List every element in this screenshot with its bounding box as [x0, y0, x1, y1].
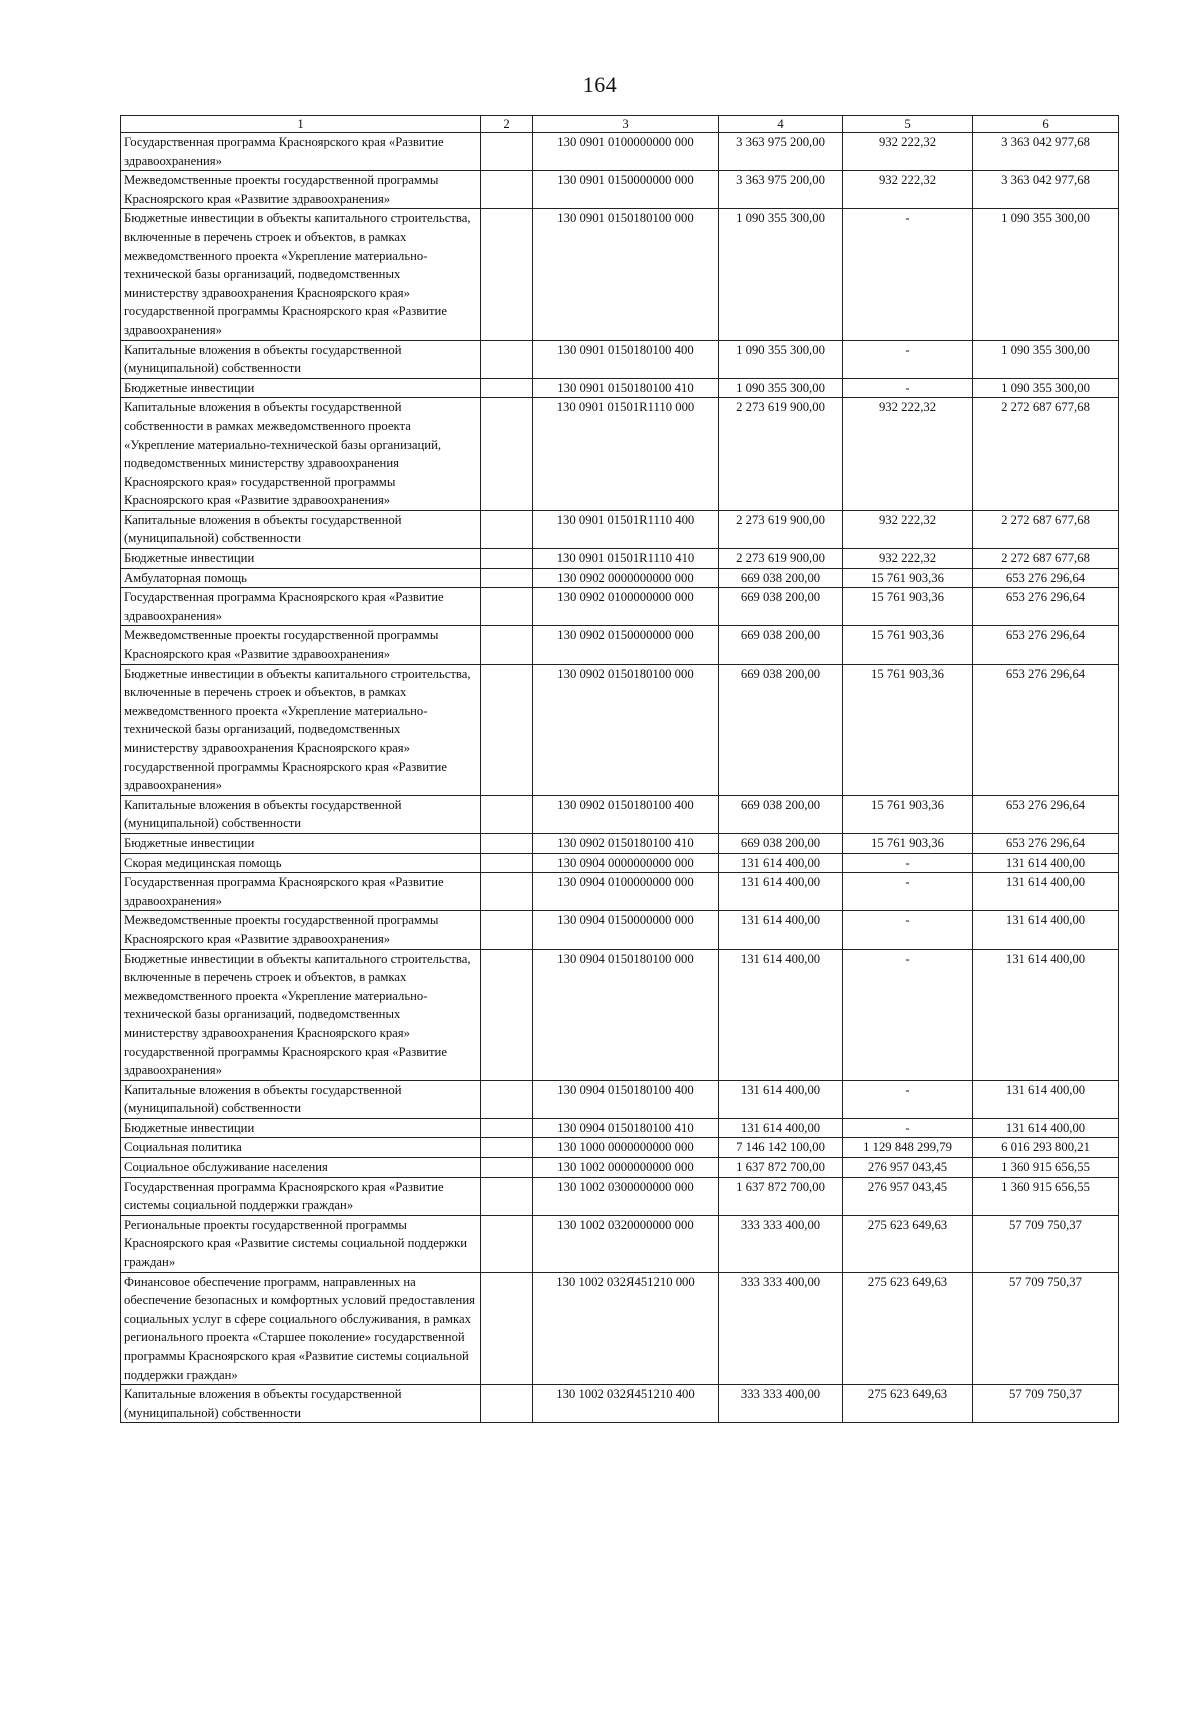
row-code: 130 1000 0000000000 000	[533, 1138, 719, 1158]
row-value-col5: 15 761 903,36	[843, 588, 973, 626]
row-value-col4: 131 614 400,00	[719, 911, 843, 949]
table-row	[121, 1080, 1119, 1118]
row-description: Межведомственные проекты государственной программы Красноярского края «Развитие здравоохранения»	[121, 626, 481, 664]
row-col2	[481, 833, 533, 853]
row-code: 130 1002 0320000000 000	[533, 1215, 719, 1272]
table-row	[121, 549, 1119, 569]
row-value-col4: 333 333 400,00	[719, 1272, 843, 1385]
row-value-col4: 2 273 619 900,00	[719, 549, 843, 569]
row-description: Бюджетные инвестиции в объекты капитального строительства, включенные в перечень строек и объектов, в рамках межведомственного проекта «Укрепление материально-технической базы организаций, подведомственных министерству здравоохранения Красноярского края» государственной программы Красноярского края «Развитие здравоохранения»	[121, 949, 481, 1080]
table-row	[121, 1158, 1119, 1178]
row-value-col4: 131 614 400,00	[719, 949, 843, 1080]
row-value-col5: 276 957 043,45	[843, 1177, 973, 1215]
table-row	[121, 626, 1119, 664]
table-row	[121, 911, 1119, 949]
row-value-col5: 275 623 649,63	[843, 1385, 973, 1423]
row-value-col6: 2 272 687 677,68	[973, 549, 1119, 569]
row-value-col4: 669 038 200,00	[719, 568, 843, 588]
table-row	[121, 949, 1119, 1080]
row-value-col5: -	[843, 1118, 973, 1138]
row-code: 130 0901 01501R1110 400	[533, 510, 719, 548]
row-code: 130 0902 0150180100 000	[533, 664, 719, 795]
row-col2	[481, 378, 533, 398]
table-row	[121, 510, 1119, 548]
row-value-col5: 932 222,32	[843, 510, 973, 548]
row-description: Государственная программа Красноярского края «Развитие здравоохранения»	[121, 133, 481, 171]
column-header: 5	[843, 116, 973, 133]
table-row	[121, 171, 1119, 209]
row-value-col5: 15 761 903,36	[843, 795, 973, 833]
row-value-col4: 669 038 200,00	[719, 588, 843, 626]
row-value-col6: 1 090 355 300,00	[973, 340, 1119, 378]
table-header-row	[121, 116, 1119, 133]
column-header: 3	[533, 116, 719, 133]
row-value-col6: 1 090 355 300,00	[973, 378, 1119, 398]
row-col2	[481, 1177, 533, 1215]
row-value-col6: 131 614 400,00	[973, 1118, 1119, 1138]
row-description: Бюджетные инвестиции	[121, 549, 481, 569]
row-value-col4: 1 090 355 300,00	[719, 340, 843, 378]
row-value-col4: 669 038 200,00	[719, 626, 843, 664]
row-code: 130 1002 0300000000 000	[533, 1177, 719, 1215]
row-value-col6: 131 614 400,00	[973, 911, 1119, 949]
row-code: 130 0901 0150180100 410	[533, 378, 719, 398]
row-value-col5: 1 129 848 299,79	[843, 1138, 973, 1158]
column-header: 2	[481, 116, 533, 133]
table-row	[121, 340, 1119, 378]
row-value-col6: 57 709 750,37	[973, 1215, 1119, 1272]
row-value-col6: 2 272 687 677,68	[973, 398, 1119, 511]
row-col2	[481, 1158, 533, 1178]
row-value-col6: 653 276 296,64	[973, 568, 1119, 588]
row-code: 130 0902 0000000000 000	[533, 568, 719, 588]
table-row	[121, 664, 1119, 795]
row-value-col5: 932 222,32	[843, 549, 973, 569]
row-description: Капитальные вложения в объекты государственной (муниципальной) собственности	[121, 510, 481, 548]
row-value-col5: -	[843, 853, 973, 873]
row-value-col4: 669 038 200,00	[719, 795, 843, 833]
table-row	[121, 1272, 1119, 1385]
row-description: Социальное обслуживание населения	[121, 1158, 481, 1178]
row-description: Бюджетные инвестиции в объекты капитального строительства, включенные в перечень строек и объектов, в рамках межведомственного проекта «Укрепление материально-технической базы организаций, подведомственных министерству здравоохранения Красноярского края» государственной программы Красноярского края «Развитие здравоохранения»	[121, 209, 481, 340]
row-value-col5: -	[843, 949, 973, 1080]
row-code: 130 0901 01501R1110 000	[533, 398, 719, 511]
row-value-col4: 131 614 400,00	[719, 1118, 843, 1138]
row-value-col5: 15 761 903,36	[843, 833, 973, 853]
row-value-col6: 131 614 400,00	[973, 853, 1119, 873]
row-code: 130 0904 0100000000 000	[533, 873, 719, 911]
table-row	[121, 133, 1119, 171]
row-description: Межведомственные проекты государственной программы Красноярского края «Развитие здравоохранения»	[121, 911, 481, 949]
table-row	[121, 873, 1119, 911]
row-col2	[481, 664, 533, 795]
column-header: 6	[973, 116, 1119, 133]
row-col2	[481, 510, 533, 548]
row-value-col5: 275 623 649,63	[843, 1272, 973, 1385]
row-description: Бюджетные инвестиции	[121, 833, 481, 853]
row-value-col6: 131 614 400,00	[973, 949, 1119, 1080]
row-value-col6: 653 276 296,64	[973, 626, 1119, 664]
row-col2	[481, 588, 533, 626]
row-code: 130 0902 0150000000 000	[533, 626, 719, 664]
row-value-col5: 15 761 903,36	[843, 568, 973, 588]
row-code: 130 0902 0100000000 000	[533, 588, 719, 626]
row-value-col6: 57 709 750,37	[973, 1385, 1119, 1423]
row-code: 130 0902 0150180100 400	[533, 795, 719, 833]
row-col2	[481, 626, 533, 664]
table-row	[121, 398, 1119, 511]
row-value-col4: 669 038 200,00	[719, 833, 843, 853]
row-value-col4: 1 637 872 700,00	[719, 1158, 843, 1178]
row-code: 130 0901 0100000000 000	[533, 133, 719, 171]
column-header: 4	[719, 116, 843, 133]
row-col2	[481, 911, 533, 949]
budget-table	[120, 115, 1119, 1423]
table-row	[121, 378, 1119, 398]
row-value-col4: 131 614 400,00	[719, 873, 843, 911]
row-value-col4: 1 637 872 700,00	[719, 1177, 843, 1215]
row-value-col5: -	[843, 340, 973, 378]
row-description: Финансовое обеспечение программ, направленных на обеспечение безопасных и комфортных условий предоставления социальных услуг в сфере социального обслуживания, в рамках регионального проекта «Старшее поколение» государственной программы Красноярского края «Развитие системы социальной поддержки граждан»	[121, 1272, 481, 1385]
row-value-col4: 131 614 400,00	[719, 1080, 843, 1118]
row-value-col6: 1 090 355 300,00	[973, 209, 1119, 340]
row-description: Государственная программа Красноярского края «Развитие системы социальной поддержки граждан»	[121, 1177, 481, 1215]
table-row	[121, 833, 1119, 853]
table-row	[121, 209, 1119, 340]
row-value-col6: 3 363 042 977,68	[973, 133, 1119, 171]
row-description: Капитальные вложения в объекты государственной собственности в рамках межведомственного проекта «Укрепление материально-технической базы организаций, подведомственных министерству здравоохранения Красноярского края» государственной программы Красноярского края «Развитие здравоохранения»	[121, 398, 481, 511]
row-value-col5: 275 623 649,63	[843, 1215, 973, 1272]
row-code: 130 0904 0150180100 000	[533, 949, 719, 1080]
row-value-col4: 1 090 355 300,00	[719, 378, 843, 398]
row-value-col5: 932 222,32	[843, 171, 973, 209]
row-col2	[481, 1138, 533, 1158]
row-col2	[481, 1272, 533, 1385]
row-description: Государственная программа Красноярского края «Развитие здравоохранения»	[121, 588, 481, 626]
row-code: 130 0901 01501R1110 410	[533, 549, 719, 569]
row-value-col5: -	[843, 1080, 973, 1118]
table-row	[121, 795, 1119, 833]
table-row	[121, 1118, 1119, 1138]
row-col2	[481, 1118, 533, 1138]
row-value-col6: 653 276 296,64	[973, 795, 1119, 833]
row-value-col4: 3 363 975 200,00	[719, 171, 843, 209]
table-row	[121, 568, 1119, 588]
table-row	[121, 1385, 1119, 1423]
row-description: Капитальные вложения в объекты государственной (муниципальной) собственности	[121, 795, 481, 833]
row-description: Амбулаторная помощь	[121, 568, 481, 588]
row-code: 130 0901 0150180100 400	[533, 340, 719, 378]
row-col2	[481, 549, 533, 569]
row-code: 130 0904 0150180100 410	[533, 1118, 719, 1138]
row-value-col6: 653 276 296,64	[973, 664, 1119, 795]
row-value-col4: 2 273 619 900,00	[719, 398, 843, 511]
row-value-col6: 3 363 042 977,68	[973, 171, 1119, 209]
row-code: 130 0902 0150180100 410	[533, 833, 719, 853]
row-description: Капитальные вложения в объекты государственной (муниципальной) собственности	[121, 340, 481, 378]
row-col2	[481, 133, 533, 171]
row-col2	[481, 568, 533, 588]
row-code: 130 1002 032Я451210 000	[533, 1272, 719, 1385]
row-description: Межведомственные проекты государственной программы Красноярского края «Развитие здравоохранения»	[121, 171, 481, 209]
row-description: Капитальные вложения в объекты государственной (муниципальной) собственности	[121, 1385, 481, 1423]
table-row	[121, 1215, 1119, 1272]
row-description: Бюджетные инвестиции	[121, 378, 481, 398]
row-col2	[481, 873, 533, 911]
row-description: Бюджетные инвестиции в объекты капитального строительства, включенные в перечень строек и объектов, в рамках межведомственного проекта «Укрепление материально-технической базы организаций, подведомственных министерству здравоохранения Красноярского края» государственной программы Красноярского края «Развитие здравоохранения»	[121, 664, 481, 795]
row-code: 130 0904 0150180100 400	[533, 1080, 719, 1118]
table-row	[121, 1138, 1119, 1158]
row-code: 130 0904 0150000000 000	[533, 911, 719, 949]
row-col2	[481, 171, 533, 209]
row-value-col6: 131 614 400,00	[973, 1080, 1119, 1118]
row-value-col5: 932 222,32	[843, 398, 973, 511]
row-value-col4: 7 146 142 100,00	[719, 1138, 843, 1158]
table-row	[121, 853, 1119, 873]
row-col2	[481, 853, 533, 873]
row-value-col6: 131 614 400,00	[973, 873, 1119, 911]
row-code: 130 1002 0000000000 000	[533, 1158, 719, 1178]
row-value-col5: -	[843, 378, 973, 398]
row-description: Капитальные вложения в объекты государственной (муниципальной) собственности	[121, 1080, 481, 1118]
row-value-col4: 2 273 619 900,00	[719, 510, 843, 548]
row-description: Бюджетные инвестиции	[121, 1118, 481, 1138]
row-value-col5: 15 761 903,36	[843, 626, 973, 664]
row-code: 130 0904 0000000000 000	[533, 853, 719, 873]
row-value-col4: 333 333 400,00	[719, 1215, 843, 1272]
row-value-col4: 333 333 400,00	[719, 1385, 843, 1423]
row-description: Государственная программа Красноярского края «Развитие здравоохранения»	[121, 873, 481, 911]
row-value-col5: -	[843, 873, 973, 911]
row-value-col4: 3 363 975 200,00	[719, 133, 843, 171]
row-value-col5: 932 222,32	[843, 133, 973, 171]
table-row	[121, 588, 1119, 626]
row-value-col5: 276 957 043,45	[843, 1158, 973, 1178]
row-code: 130 0901 0150000000 000	[533, 171, 719, 209]
row-col2	[481, 949, 533, 1080]
row-value-col6: 1 360 915 656,55	[973, 1177, 1119, 1215]
column-header: 1	[121, 116, 481, 133]
row-value-col5: -	[843, 911, 973, 949]
row-col2	[481, 1215, 533, 1272]
row-value-col5: -	[843, 209, 973, 340]
row-value-col6: 653 276 296,64	[973, 833, 1119, 853]
row-value-col6: 653 276 296,64	[973, 588, 1119, 626]
page-number: 164	[582, 72, 618, 97]
row-col2	[481, 1385, 533, 1423]
row-code: 130 0901 0150180100 000	[533, 209, 719, 340]
row-value-col4: 131 614 400,00	[719, 853, 843, 873]
row-col2	[481, 340, 533, 378]
row-description: Скорая медицинская помощь	[121, 853, 481, 873]
row-description: Региональные проекты государственной программы Красноярского края «Развитие системы социальной поддержки граждан»	[121, 1215, 481, 1272]
table-row	[121, 1177, 1119, 1215]
row-col2	[481, 209, 533, 340]
row-col2	[481, 1080, 533, 1118]
row-description: Социальная политика	[121, 1138, 481, 1158]
row-col2	[481, 795, 533, 833]
row-code: 130 1002 032Я451210 400	[533, 1385, 719, 1423]
row-value-col5: 15 761 903,36	[843, 664, 973, 795]
row-value-col4: 1 090 355 300,00	[719, 209, 843, 340]
row-col2	[481, 398, 533, 511]
row-value-col6: 57 709 750,37	[973, 1272, 1119, 1385]
row-value-col4: 669 038 200,00	[719, 664, 843, 795]
row-value-col6: 6 016 293 800,21	[973, 1138, 1119, 1158]
row-value-col6: 1 360 915 656,55	[973, 1158, 1119, 1178]
row-value-col6: 2 272 687 677,68	[973, 510, 1119, 548]
